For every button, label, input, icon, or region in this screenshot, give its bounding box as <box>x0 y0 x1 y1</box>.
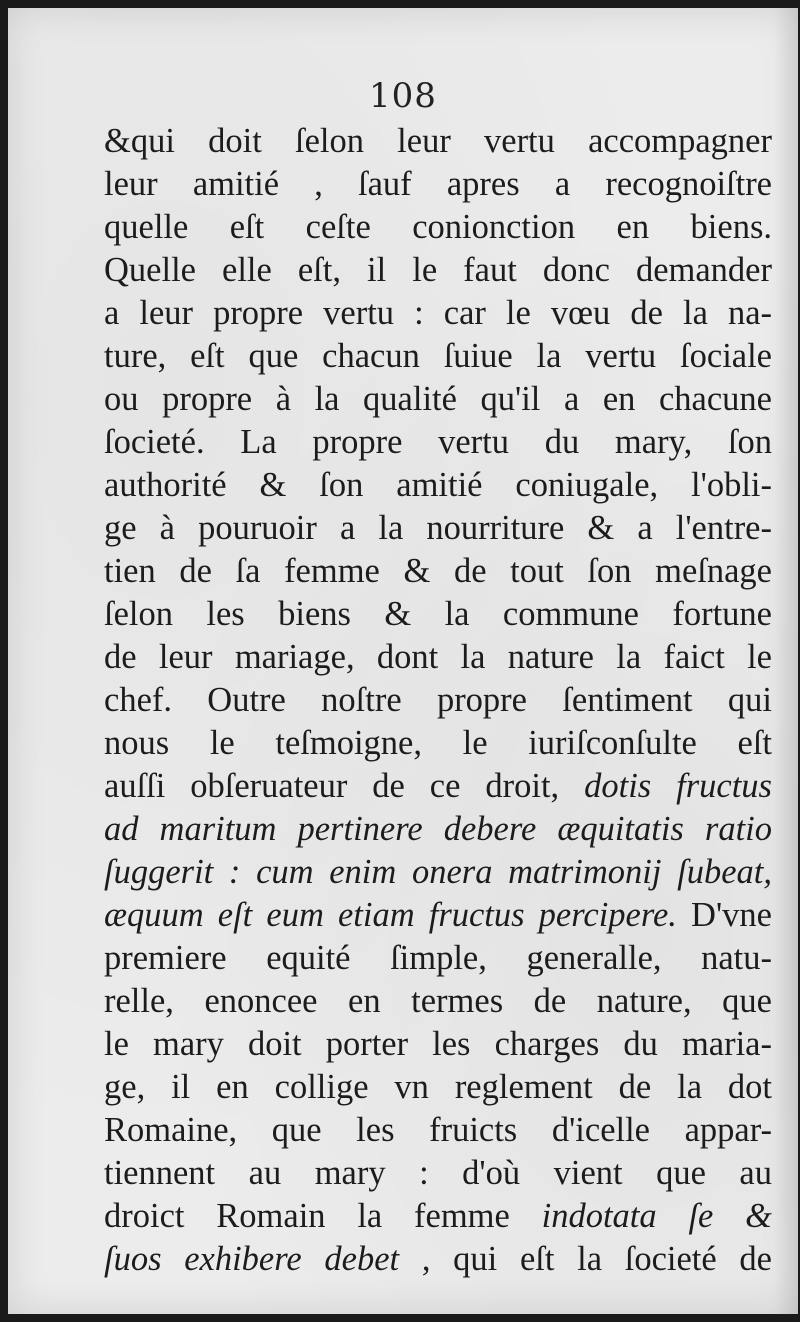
italic-latin-text: ſuggerit : cum enim onera matrimonij ſubeat, <box>104 853 772 891</box>
body-text <box>104 120 772 1281</box>
text-line <box>104 335 772 378</box>
book-page <box>8 8 798 1314</box>
text-segment: relle, enoncee en termes de nature, que <box>104 982 772 1020</box>
text-segment: droict Romain la femme <box>104 1197 542 1235</box>
text-segment: a leur propre vertu : car le vœu de la na- <box>104 294 772 332</box>
text-segment: premiere equité ſimple, generalle, natu- <box>104 939 772 977</box>
text-line <box>104 507 772 550</box>
text-line <box>104 1109 772 1152</box>
text-line <box>104 1238 772 1281</box>
text-line <box>104 1152 772 1195</box>
text-segment: de leur mariage, dont la nature la faict le <box>104 638 772 676</box>
page-gutter-shadow <box>774 8 798 1314</box>
text-segment: le mary doit porter les charges du maria- <box>104 1025 772 1063</box>
text-segment: chef. Outre noſtre propre ſentiment qui <box>104 681 772 719</box>
text-segment: tien de ſa femme & de tout ſon meſnage <box>104 552 772 590</box>
italic-latin-text: æquum eſt eum etiam fructus percipere. <box>104 896 677 934</box>
italic-latin-text: ad maritum pertinere debere æquitatis ratio <box>104 810 772 848</box>
text-line <box>104 679 772 722</box>
text-line <box>104 163 772 206</box>
text-segment: ou propre à la qualité qu'il a en chacune <box>104 380 772 418</box>
text-segment: &qui doit ſelon leur vertu accompagner <box>104 122 772 160</box>
text-line <box>104 292 772 335</box>
text-line <box>104 249 772 292</box>
text-line <box>104 206 772 249</box>
text-line <box>104 120 772 163</box>
page-number: 108 <box>369 76 437 116</box>
text-segment: authorité & ſon amitié coniugale, l'obli- <box>104 466 772 504</box>
italic-latin-text: indotata ſe & <box>541 1197 772 1235</box>
italic-latin-text: ſuos exhibere debet <box>104 1240 400 1278</box>
text-line <box>104 378 772 421</box>
text-segment: ge, il en collige vn reglement de la dot <box>104 1068 772 1106</box>
text-line <box>104 937 772 980</box>
text-line <box>104 894 772 937</box>
text-line <box>104 550 772 593</box>
text-line <box>104 1066 772 1109</box>
text-segment: quelle eſt ceſte conionction en biens. <box>104 208 772 246</box>
text-line <box>104 808 772 851</box>
text-line <box>104 722 772 765</box>
text-segment: nous le teſmoigne, le iuriſconſulte eſt <box>104 724 772 762</box>
text-segment: tiennent au mary : d'où vient que au <box>104 1154 772 1192</box>
text-segment: leur amitié , ſauf apres a recognoiſtre <box>104 165 772 203</box>
text-line <box>104 1023 772 1066</box>
text-segment: ſelon les biens & la commune fortune <box>104 595 772 633</box>
text-segment: ſocieté. La propre vertu du mary, ſon <box>104 423 772 461</box>
text-segment: ture, eſt que chacun ſuiue la vertu ſociale <box>104 337 772 375</box>
text-segment: Quelle elle eſt, il le faut donc demander <box>104 251 772 289</box>
text-line <box>104 636 772 679</box>
text-line <box>104 765 772 808</box>
text-segment: Romaine, que les fruicts d'icelle appar- <box>104 1111 772 1149</box>
text-segment: , qui eſt la ſocieté de <box>399 1240 772 1278</box>
text-line <box>104 1195 772 1238</box>
text-line <box>104 464 772 507</box>
text-line <box>104 980 772 1023</box>
italic-latin-text: dotis fructus <box>584 767 772 805</box>
text-line <box>104 421 772 464</box>
text-segment: auſſi obſeruateur de ce droit, <box>104 767 585 805</box>
text-segment: D'vne <box>676 896 772 934</box>
text-segment: ge à pouruoir a la nourriture & a l'entre- <box>104 509 772 547</box>
text-line <box>104 593 772 636</box>
text-line <box>104 851 772 894</box>
